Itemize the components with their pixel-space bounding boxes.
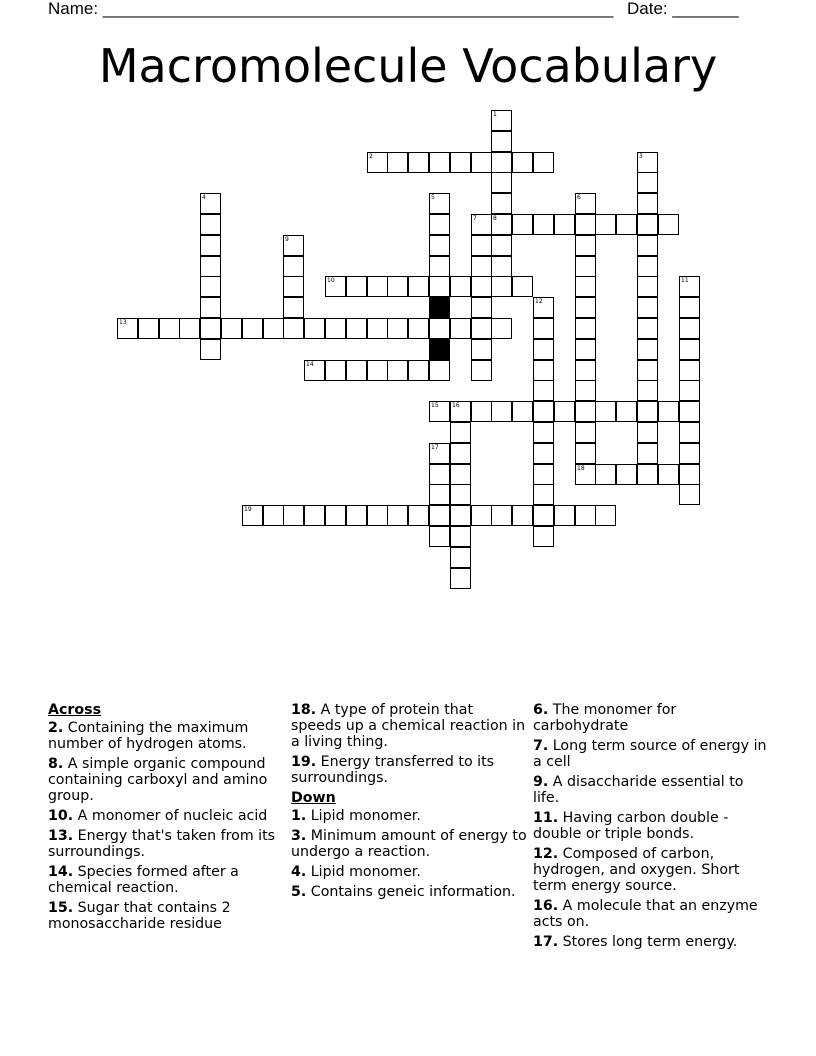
grid-cell[interactable] [450, 464, 471, 485]
grid-cell[interactable] [179, 318, 200, 339]
grid-cell[interactable] [637, 443, 658, 464]
grid-cell[interactable] [679, 443, 700, 464]
grid-cell[interactable] [491, 318, 512, 339]
grid-cell[interactable] [679, 297, 700, 318]
clue-4 [291, 864, 527, 880]
clue-10 [48, 808, 284, 824]
grid-cell[interactable] [679, 422, 700, 443]
clue-2 [48, 720, 284, 752]
grid-cell[interactable] [450, 484, 471, 505]
grid-cell[interactable] [533, 526, 554, 547]
grid-cell[interactable] [637, 276, 658, 297]
grid-cell[interactable] [304, 505, 325, 526]
clue-9 [533, 774, 769, 806]
grid-cell[interactable] [491, 131, 512, 152]
grid-cell[interactable] [387, 318, 408, 339]
grid-cell[interactable] [637, 318, 658, 339]
grid-cell[interactable] [491, 505, 512, 526]
grid-cell[interactable] [408, 360, 429, 381]
grid-cell[interactable] [429, 443, 450, 464]
clue-3 [291, 828, 527, 860]
grid-cell[interactable] [387, 152, 408, 173]
grid-cell[interactable] [346, 318, 367, 339]
grid-cell[interactable] [533, 443, 554, 464]
grid-cell[interactable] [242, 505, 263, 526]
clue-18 [291, 702, 527, 750]
grid-cell[interactable] [263, 505, 284, 526]
grid-cell[interactable] [200, 235, 221, 256]
grid-cell[interactable] [616, 214, 637, 235]
grid-cell[interactable] [429, 484, 450, 505]
clue-text: The monomer for carbohydrate [533, 702, 677, 734]
grid-cell[interactable] [138, 318, 159, 339]
grid-cell[interactable] [429, 360, 450, 381]
grid-cell[interactable] [429, 235, 450, 256]
clue-text: Lipid monomer. [310, 864, 421, 880]
grid-cell[interactable] [637, 235, 658, 256]
grid-cell[interactable] [679, 276, 700, 297]
clue-text: Sugar that contains 2 monosaccharide residue [48, 900, 231, 932]
grid-cell[interactable] [471, 152, 492, 173]
clue-number: 8. [48, 756, 64, 772]
grid-cell[interactable] [367, 505, 388, 526]
grid-cell[interactable] [471, 276, 492, 297]
grid-cell[interactable] [595, 505, 616, 526]
cell-number: 5 [431, 194, 435, 201]
grid-cell[interactable] [325, 276, 346, 297]
grid-cell[interactable] [491, 152, 512, 173]
clue-heading-across: Across [48, 702, 102, 718]
grid-cell[interactable] [533, 505, 554, 526]
grid-cell[interactable] [533, 297, 554, 318]
cell-number: 9 [285, 236, 289, 243]
date-field-label[interactable]: Date: _______ [627, 0, 739, 18]
grid-cell[interactable] [450, 152, 471, 173]
clue-text: A type of protein that speeds up a chemical reaction in a living thing. [291, 702, 526, 750]
grid-cell[interactable] [221, 318, 242, 339]
grid-cell[interactable] [283, 505, 304, 526]
grid-cell[interactable] [575, 297, 596, 318]
clue-17 [533, 934, 769, 950]
grid-cell[interactable] [491, 172, 512, 193]
grid-cell[interactable] [491, 110, 512, 131]
cell-number: 7 [473, 215, 477, 222]
grid-cell[interactable] [429, 276, 450, 297]
cell-number: 16 [452, 402, 460, 409]
grid-cell[interactable] [637, 152, 658, 173]
grid-cell[interactable] [471, 235, 492, 256]
clue-text: Stores long term energy. [562, 934, 738, 950]
clue-1 [291, 808, 527, 824]
grid-cell[interactable] [283, 235, 304, 256]
grid-cell[interactable] [595, 464, 616, 485]
grid-cell[interactable] [471, 360, 492, 381]
grid-cell[interactable] [450, 568, 471, 589]
grid-cell[interactable] [637, 297, 658, 318]
grid-cell[interactable] [429, 152, 450, 173]
cell-number: 12 [535, 298, 543, 305]
grid-cell[interactable] [637, 464, 658, 485]
cell-number: 15 [431, 402, 439, 409]
grid-cell[interactable] [283, 318, 304, 339]
grid-cell[interactable] [512, 214, 533, 235]
grid-cell[interactable] [575, 276, 596, 297]
grid-cell[interactable] [491, 193, 512, 214]
clue-text: Energy that's taken from its surroundings. [48, 828, 276, 860]
grid-cell[interactable] [679, 339, 700, 360]
clue-column-1 [48, 702, 284, 936]
clue-text: Having carbon double - double or triple bonds. [533, 810, 729, 842]
grid-cell[interactable] [595, 214, 616, 235]
grid-cell[interactable] [367, 152, 388, 173]
grid-cell[interactable] [575, 380, 596, 401]
grid-cell[interactable] [679, 484, 700, 505]
grid-cell[interactable] [283, 297, 304, 318]
clue-text: A disaccharide essential to life. [533, 774, 744, 806]
grid-cell[interactable] [637, 214, 658, 235]
grid-cell[interactable] [637, 172, 658, 193]
grid-cell[interactable] [200, 297, 221, 318]
clue-number: 17. [533, 934, 559, 950]
cell-number: 4 [202, 194, 206, 201]
grid-cell[interactable] [616, 464, 637, 485]
grid-cell[interactable] [325, 505, 346, 526]
clue-number: 19. [291, 754, 317, 770]
clue-number: 5. [291, 884, 307, 900]
grid-cell[interactable] [450, 443, 471, 464]
grid-cell[interactable] [471, 297, 492, 318]
clue-number: 18. [291, 702, 317, 718]
grid-cell[interactable] [200, 276, 221, 297]
grid-cell[interactable] [429, 505, 450, 526]
clue-heading-down: Down [291, 790, 336, 806]
grid-cell[interactable] [408, 318, 429, 339]
clue-number: 10. [48, 808, 74, 824]
grid-cell[interactable] [429, 464, 450, 485]
grid-cell[interactable] [200, 256, 221, 277]
clue-number: 4. [291, 864, 307, 880]
clue-number: 16. [533, 898, 559, 914]
grid-cell[interactable] [471, 401, 492, 422]
clue-text: Energy transferred to its surroundings. [291, 754, 495, 786]
grid-cell[interactable] [304, 318, 325, 339]
cell-number: 14 [306, 361, 314, 368]
clue-number: 7. [533, 738, 549, 754]
grid-cell[interactable] [346, 276, 367, 297]
grid-cell[interactable] [575, 443, 596, 464]
grid-cell[interactable] [679, 380, 700, 401]
cell-number: 13 [119, 319, 127, 326]
grid-cell[interactable] [200, 193, 221, 214]
grid-cell[interactable] [575, 235, 596, 256]
grid-cell[interactable] [200, 214, 221, 235]
cell-number: 1 [493, 111, 497, 118]
grid-cell[interactable] [367, 360, 388, 381]
grid-cell[interactable] [658, 401, 679, 422]
grid-cell[interactable] [408, 276, 429, 297]
grid-cell[interactable] [491, 401, 512, 422]
grid-cell[interactable] [283, 276, 304, 297]
clue-text: Contains geneic information. [310, 884, 516, 900]
clue-number: 9. [533, 774, 549, 790]
grid-cell[interactable] [637, 380, 658, 401]
grid-cell[interactable] [491, 256, 512, 277]
clue-number: 15. [48, 900, 74, 916]
cell-number: 3 [639, 153, 643, 160]
clue-text: A monomer of nucleic acid [77, 808, 268, 824]
grid-cell[interactable] [575, 360, 596, 381]
grid-cell[interactable] [533, 401, 554, 422]
grid-cell[interactable] [575, 214, 596, 235]
grid-cell[interactable] [117, 318, 138, 339]
grid-cell[interactable] [533, 464, 554, 485]
cell-number: 18 [577, 465, 585, 472]
grid-cell[interactable] [471, 505, 492, 526]
cell-number: 19 [244, 506, 252, 513]
grid-cell[interactable] [200, 318, 221, 339]
grid-cell[interactable] [658, 214, 679, 235]
clue-number: 2. [48, 720, 64, 736]
grid-cell[interactable] [533, 422, 554, 443]
grid-cell[interactable] [491, 214, 512, 235]
grid-cell[interactable] [367, 318, 388, 339]
grid-cell[interactable] [450, 547, 471, 568]
grid-cell[interactable] [679, 464, 700, 485]
clue-text: Long term source of energy in a cell [533, 738, 767, 770]
grid-cell[interactable] [408, 152, 429, 173]
grid-cell[interactable] [471, 318, 492, 339]
grid-cell[interactable] [304, 360, 325, 381]
clue-5 [291, 884, 527, 900]
clue-16 [533, 898, 769, 930]
grid-cell[interactable] [429, 214, 450, 235]
grid-cell[interactable] [450, 318, 471, 339]
clue-text: A simple organic compound containing carboxyl and amino group. [48, 756, 268, 804]
clue-text: Containing the maximum number of hydrogen atoms. [48, 720, 249, 752]
grid-cell[interactable] [533, 339, 554, 360]
grid-cell[interactable] [408, 505, 429, 526]
grid-cell[interactable] [533, 318, 554, 339]
clue-13 [48, 828, 284, 860]
grid-cell[interactable] [512, 505, 533, 526]
grid-cell[interactable] [471, 214, 492, 235]
grid-cell[interactable] [575, 505, 596, 526]
grid-cell[interactable] [575, 193, 596, 214]
grid-cell[interactable] [471, 256, 492, 277]
grid-cell[interactable] [554, 505, 575, 526]
grid-cell[interactable] [283, 256, 304, 277]
clue-text: A molecule that an enzyme acts on. [533, 898, 758, 930]
grid-cell[interactable] [637, 401, 658, 422]
grid-cell[interactable] [637, 422, 658, 443]
grid-cell[interactable] [200, 339, 221, 360]
clue-number: 1. [291, 808, 307, 824]
clue-number: 3. [291, 828, 307, 844]
grid-cell[interactable] [679, 360, 700, 381]
clue-number: 6. [533, 702, 549, 718]
grid-cell[interactable] [512, 401, 533, 422]
grid-cell[interactable] [637, 256, 658, 277]
clue-6 [533, 702, 769, 734]
grid-cell[interactable] [429, 256, 450, 277]
grid-cell[interactable] [325, 318, 346, 339]
grid-cell[interactable] [429, 318, 450, 339]
clue-column-3 [533, 702, 769, 954]
cell-number: 17 [431, 444, 439, 451]
clue-14 [48, 864, 284, 896]
grid-cell[interactable] [263, 318, 284, 339]
grid-cell[interactable] [159, 318, 180, 339]
grid-cell[interactable] [575, 422, 596, 443]
grid-cell[interactable] [533, 380, 554, 401]
blocked-cell [429, 297, 450, 318]
clue-number: 12. [533, 846, 559, 862]
grid-cell[interactable] [242, 318, 263, 339]
name-field-label[interactable]: Name: ______________________________________________________ [48, 0, 614, 18]
clue-19 [291, 754, 527, 786]
clue-text: Minimum amount of energy to undergo a reaction. [291, 828, 527, 860]
grid-cell[interactable] [679, 318, 700, 339]
clue-number: 11. [533, 810, 559, 826]
grid-cell[interactable] [554, 401, 575, 422]
cell-number: 10 [327, 277, 335, 284]
grid-cell[interactable] [595, 401, 616, 422]
blocked-cell [429, 339, 450, 360]
clue-7 [533, 738, 769, 770]
grid-cell[interactable] [387, 276, 408, 297]
clue-12 [533, 846, 769, 894]
page-title: Macromolecule Vocabulary [98, 39, 718, 93]
grid-cell[interactable] [533, 484, 554, 505]
grid-cell[interactable] [554, 214, 575, 235]
grid-cell[interactable] [387, 505, 408, 526]
grid-cell[interactable] [679, 401, 700, 422]
grid-cell[interactable] [346, 360, 367, 381]
clue-number: 13. [48, 828, 74, 844]
grid-cell[interactable] [512, 276, 533, 297]
grid-cell[interactable] [637, 360, 658, 381]
grid-cell[interactable] [575, 256, 596, 277]
grid-cell[interactable] [450, 276, 471, 297]
grid-cell[interactable] [533, 360, 554, 381]
grid-cell[interactable] [533, 152, 554, 173]
grid-cell[interactable] [429, 193, 450, 214]
header [48, 0, 748, 20]
grid-cell[interactable] [533, 214, 554, 235]
grid-cell[interactable] [450, 401, 471, 422]
grid-cell[interactable] [575, 339, 596, 360]
cell-number: 11 [681, 277, 689, 284]
grid-cell[interactable] [491, 235, 512, 256]
grid-cell[interactable] [346, 505, 367, 526]
cell-number: 6 [577, 194, 581, 201]
grid-cell[interactable] [616, 401, 637, 422]
clue-15 [48, 900, 284, 932]
grid-cell[interactable] [387, 360, 408, 381]
grid-cell[interactable] [512, 152, 533, 173]
grid-cell[interactable] [658, 464, 679, 485]
grid-cell[interactable] [429, 401, 450, 422]
clue-text: Species formed after a chemical reaction. [48, 864, 239, 896]
grid-cell[interactable] [471, 339, 492, 360]
clue-text: Lipid monomer. [310, 808, 421, 824]
grid-cell[interactable] [367, 276, 388, 297]
clue-8 [48, 756, 284, 804]
grid-cell[interactable] [325, 360, 346, 381]
cell-number: 8 [493, 215, 497, 222]
grid-cell[interactable] [450, 505, 471, 526]
grid-cell[interactable] [429, 526, 450, 547]
grid-cell[interactable] [637, 193, 658, 214]
grid-cell[interactable] [637, 339, 658, 360]
clue-text: Composed of carbon, hydrogen, and oxygen. Short term energy source. [533, 846, 740, 894]
grid-cell[interactable] [491, 276, 512, 297]
grid-cell[interactable] [575, 401, 596, 422]
clue-11 [533, 810, 769, 842]
clue-column-2 [291, 702, 527, 904]
cell-number: 2 [369, 153, 373, 160]
grid-cell[interactable] [575, 318, 596, 339]
grid-cell[interactable] [575, 464, 596, 485]
grid-cell[interactable] [450, 526, 471, 547]
clue-number: 14. [48, 864, 74, 880]
grid-cell[interactable] [450, 422, 471, 443]
